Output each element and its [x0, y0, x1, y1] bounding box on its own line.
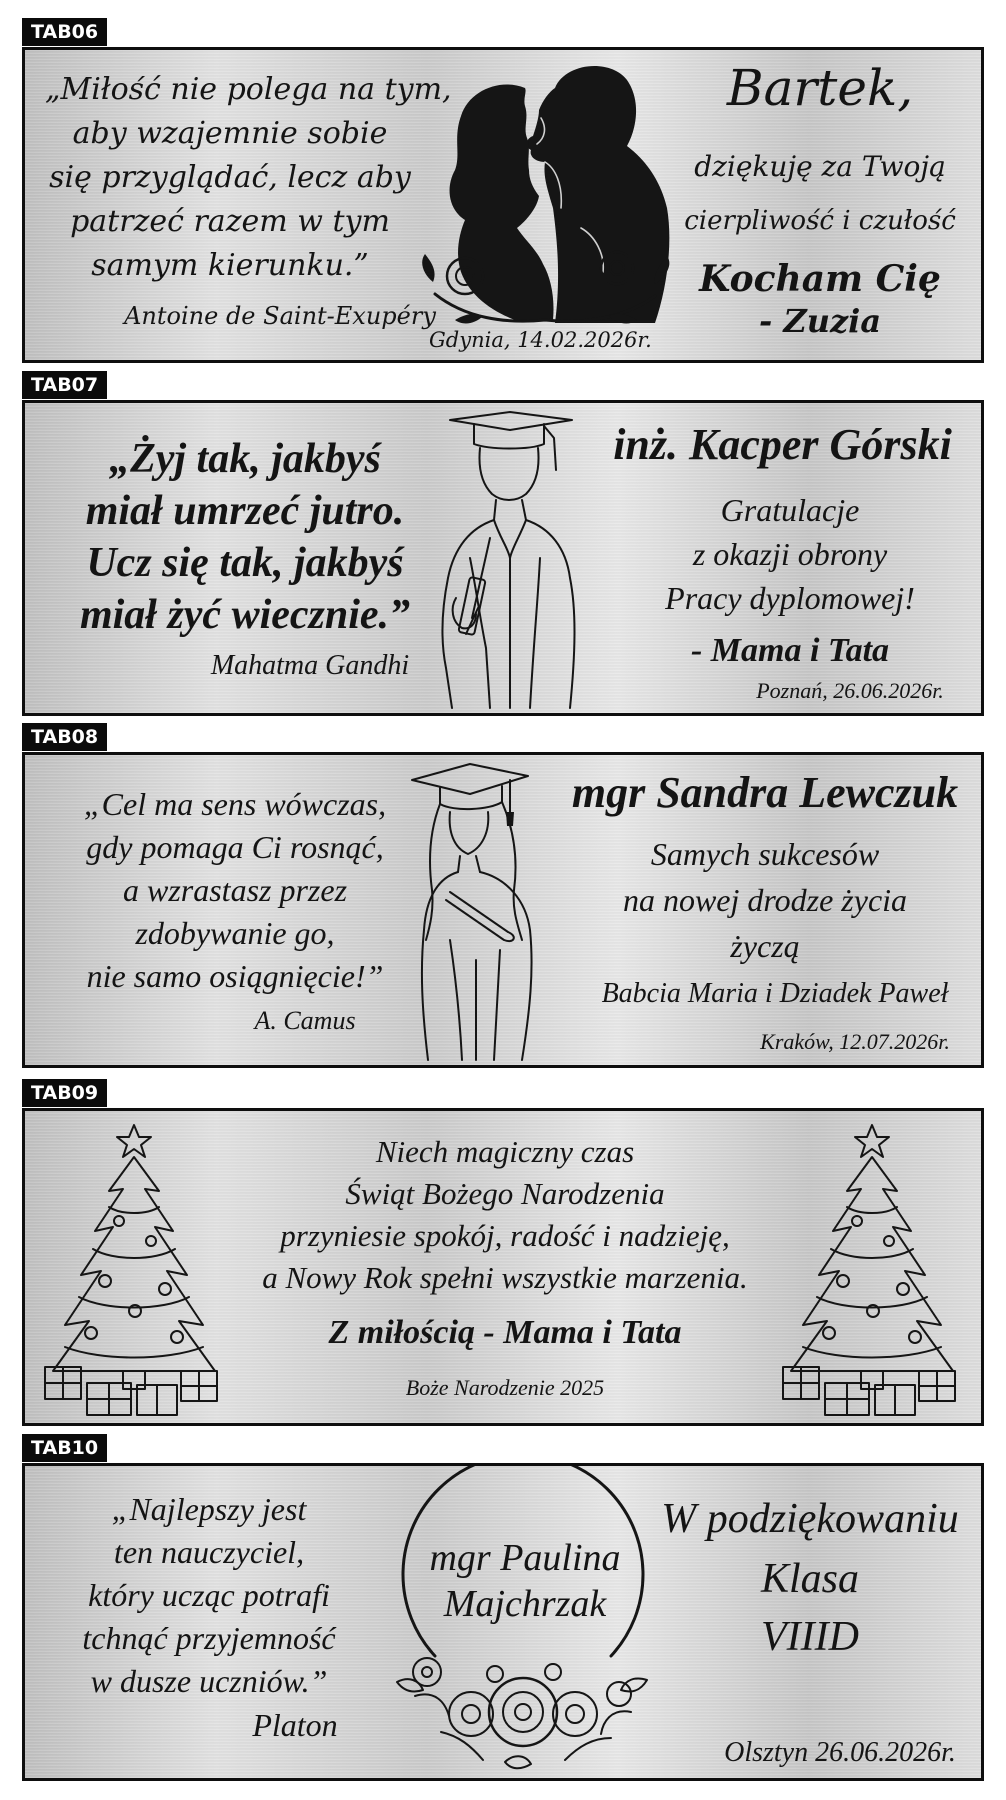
message-line: dziękuję za Twoją — [694, 150, 946, 183]
christmas-tree-icon — [777, 1121, 967, 1421]
quote: „Żyj tak, jakbyś miał umrzeć jutro. Ucz się tak, jakbyś miał żyć wiecznie.” — [79, 436, 411, 638]
christmas-tree-icon — [39, 1121, 229, 1421]
message-line: życzą — [730, 928, 800, 964]
message-line: W podziękowaniu — [661, 1496, 959, 1542]
message-line: Pracy dyplomowej! — [665, 580, 915, 616]
plate-tab10 — [22, 1463, 984, 1781]
message: Niech magiczny czas Świąt Bożego Narodzenia przyniesie spokój, radość i nadzieję, a Nowy Rok spełni wszystkie marzenia. — [262, 1134, 748, 1295]
date: Poznań, 26.06.2026r. — [756, 678, 944, 703]
plate-tag: TAB08 — [22, 723, 107, 751]
date: Gdynia, 14.02.2026r. — [429, 328, 652, 352]
message-line: na nowej drodze życia — [622, 882, 908, 918]
quote-author: Antoine de Saint-Exupéry — [124, 302, 436, 330]
quote-author: Mahatma Gandhi — [210, 650, 410, 681]
plate-tag: TAB10 — [22, 1434, 107, 1462]
date: Kraków, 12.07.2026r. — [760, 1029, 950, 1054]
plate-tag: TAB09 — [22, 1079, 107, 1107]
recipient-name: mgr Paulina — [429, 1537, 621, 1579]
recipient-name: mgr Sandra Lewczuk — [571, 768, 959, 817]
recipient-name: Majchrzak — [443, 1583, 607, 1625]
date: Olsztyn 26.06.2026r. — [724, 1737, 956, 1768]
recipient-name: inż. Kacper Górski — [613, 420, 952, 469]
couple-silhouette-icon — [405, 58, 695, 328]
date: Boże Narodzenie 2025 — [405, 1375, 605, 1400]
message-line: Gratulacje — [720, 492, 860, 528]
signature: Z miłością - Mama i Tata — [328, 1314, 682, 1351]
recipient-name: Bartek, — [726, 59, 914, 117]
plate-tab09 — [22, 1108, 984, 1426]
signature: - Mama i Tata — [690, 632, 890, 669]
signature: Babcia Maria i Dziadek Paweł — [601, 978, 949, 1009]
plate-tag: TAB06 — [22, 18, 107, 46]
message-line: z okazji obrony — [692, 536, 888, 572]
message-line: Samych sukcesów — [650, 836, 880, 872]
message-line: Klasa — [760, 1556, 860, 1602]
plate-tag: TAB07 — [22, 371, 107, 399]
message-line: VIIID — [761, 1614, 859, 1660]
message-line: cierpliwość i czułość — [684, 206, 956, 236]
signature: - Zuzia — [758, 302, 882, 340]
quote: „Miłość nie polega na tym, aby wzajemnie sobie się przyglądać, lecz aby patrzeć razem w tym samym kierunku.” — [45, 72, 452, 283]
quote-author: A. Camus — [254, 1006, 356, 1035]
quote-author: Platon — [252, 1707, 338, 1743]
quote: „Najlepszy jest ten nauczyciel, który ucząc potrafi tchnąć przyjemność w dusze uczniów.” — [82, 1491, 336, 1699]
quote: „Cel ma sens wówczas, gdy pomaga Ci rosnąć, a wzrastasz przez zdobywanie go, nie samo osiągnięcie!” — [83, 786, 387, 994]
graduate-man-icon — [430, 408, 600, 713]
plate-tab06 — [22, 47, 984, 363]
plate-tab07 — [22, 400, 984, 716]
message-line: Kocham Cię — [699, 258, 941, 300]
plate-tab08 — [22, 752, 984, 1068]
